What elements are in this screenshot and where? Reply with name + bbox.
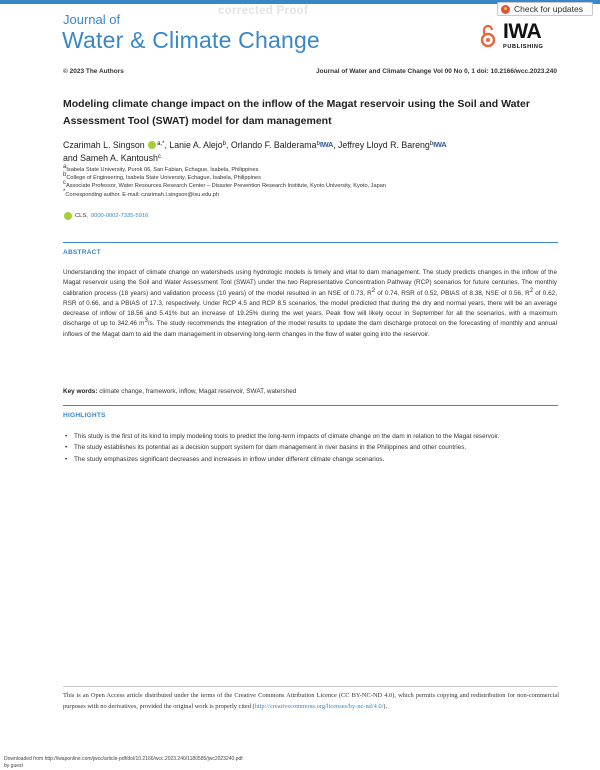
- iwa-logo-sub: PUBLISHING: [503, 44, 544, 50]
- orcid-icon[interactable]: [148, 141, 156, 149]
- abstract-text: Understanding the impact of climate change on watersheds using hydrologic models is timely and vital to dam management. The study predicts changes in the inflow of the Magat reservoir using the Soil and Water Assessment Tool (SWAT) under the two Representative Concentration Pathway (RCP) scenarios for future centuries. The monthly calibration process (18 years) and validation process (10 years) of the model resulted in an NSE of 0.73, $R^2$ of 0.74, RSR of 0.52, PBIAS of 8.38, NSE of 0.56, $R^2$ of 0.62, RSR of 0.66, and a PBIAS of 17.3, respectively. Under RCP 4.5 and RCP 8.5 scenarios, the model predicted that during the dry and normal years, there will be an average decrease of inflow of 18.56 and 5.41% but an increase of 19.25% during the wet years. Peak flow will likely occur in September for all the scenarios, with a maximum discharge of up to 342.46 $m^3/s$. The study recommends the integration of the model results to update the dam discharge protocol on the forecasting of monthly and annual inflows of the Magat dam to aid the dam management in observing long-term changes in the flow of water going into the reservoir.: [63, 269, 557, 338]
- highlights-list: [63, 432, 557, 466]
- license-link[interactable]: http://creativecommons.org/licenses/by-nc-nd/4.0/: [254, 703, 384, 710]
- keywords: [63, 388, 296, 395]
- orcid-icon: [64, 212, 72, 220]
- check-updates-icon: [501, 5, 510, 14]
- open-access-icon: [480, 24, 496, 48]
- author-affil-sup: b: [316, 141, 320, 147]
- orcid-initials: CLS,: [75, 213, 88, 219]
- citation-line: Journal of Water and Climate Change Vol 00 No 0, 1 doi: 10.2166/wcc.2023.240: [316, 68, 557, 75]
- iwa-member-icon: IWA: [433, 140, 447, 149]
- author-name[interactable]: Sameh A. Kantoush: [80, 153, 158, 163]
- author-affil-sup: b: [222, 141, 227, 147]
- abstract-divider: [63, 242, 558, 243]
- affiliation-item: $^b$College of Engineering, Isabela State University, Echague, Isabela, Philippines: [63, 172, 261, 182]
- affiliations: [63, 166, 543, 199]
- author-name[interactable]: Jeffrey Lloyd R. Bareng: [337, 140, 430, 150]
- corrected-proof-watermark: corrected Proof: [218, 5, 309, 17]
- check-for-updates-button[interactable]: [497, 2, 593, 16]
- keywords-text: climate change, framework, inflow, Magat reservoir, SWAT, watershed: [99, 388, 297, 395]
- download-note: Downloaded from http://iwaponline.com/jwcc/article-pdf/doi/10.2166/wcc.2023.240/1180585/jwc2023240.pdf by guest: [4, 756, 243, 769]
- iwa-logo-text: IWA: [503, 20, 542, 43]
- author-affil-sup: b: [429, 141, 434, 147]
- highlights-heading: HIGHLIGHTS: [63, 412, 106, 419]
- check-updates-label: Check for updates: [514, 4, 583, 14]
- article-title: Modeling climate change impact on the inflow of the Magat reservoir using the Soil and Water Assessment Tool (SWAT) model for dam management: [63, 98, 530, 127]
- copyright: © 2023 The Authors: [63, 68, 124, 75]
- author-list: Czarimah L. Singson $^{a,*}$, Lanie A. Alejo$^b$, Orlando F. Balderama$^b$IWA, Jeffrey Lloyd R. Bareng$^b$IWA and Sameh A. Kantoush$^c$: [63, 140, 447, 163]
- author-affil-sup: c: [157, 154, 161, 160]
- iwa-member-icon: IWA: [319, 140, 334, 149]
- orcid-line: [63, 212, 148, 220]
- author-name[interactable]: Orlando F. Balderama: [230, 140, 317, 150]
- author-affil-sup: a,*: [157, 141, 165, 147]
- author-and: and: [63, 153, 81, 163]
- highlight-item: • The study emphasizes significant decreases and increases in inflow under different climate change scenarios.: [63, 455, 557, 465]
- author-name[interactable]: Czarimah L. Singson: [63, 140, 145, 150]
- affiliation-item: $^a$Isabela State University, Purok 06, San Fabian, Echague, Isabela, Philippines: [63, 164, 259, 173]
- highlights-divider: [63, 405, 558, 406]
- journal-name: Water & Climate Change: [62, 27, 320, 53]
- abstract-heading: ABSTRACT: [63, 249, 101, 256]
- author-name[interactable]: Lanie A. Alejo: [169, 140, 223, 150]
- journal-name-prefix: Journal of: [63, 12, 121, 27]
- highlight-item: • This study is the first of its kind to imply modeling tools to predict the long-term impacts of climate change on the dam in relation to the Magat reservoir.: [63, 432, 557, 442]
- footer-divider: [63, 686, 558, 687]
- affiliation-item: $^c$Associate Professor, Water Resources Research Center – Disaster Prevention Research Institute, Kyoto University, Kyoto, Japan: [63, 180, 386, 190]
- license-notice: This is an Open Access article distributed under the terms of the Creative Commons Attribution Licence (CC BY-NC-ND 4.0), which permits copying and redistribution for non-commercial purposes with no derivatives, provided the original work is properly cited (http://creativecommons.org/licenses/by-nc-nd/4.0/).: [63, 692, 559, 710]
- highlight-item: • The study establishes its potential as a decision support system for dam management in river basins in the Philippines and other countries.: [63, 443, 557, 453]
- orcid-link[interactable]: 0000-0002-7335-5916: [90, 213, 149, 219]
- corresponding-author: *Corresponding author. E-mail: czarimah.l.singson@isu.edu.ph: [63, 188, 220, 198]
- keywords-label: Key words:: [63, 388, 98, 395]
- iwa-publishing-logo: [503, 21, 551, 50]
